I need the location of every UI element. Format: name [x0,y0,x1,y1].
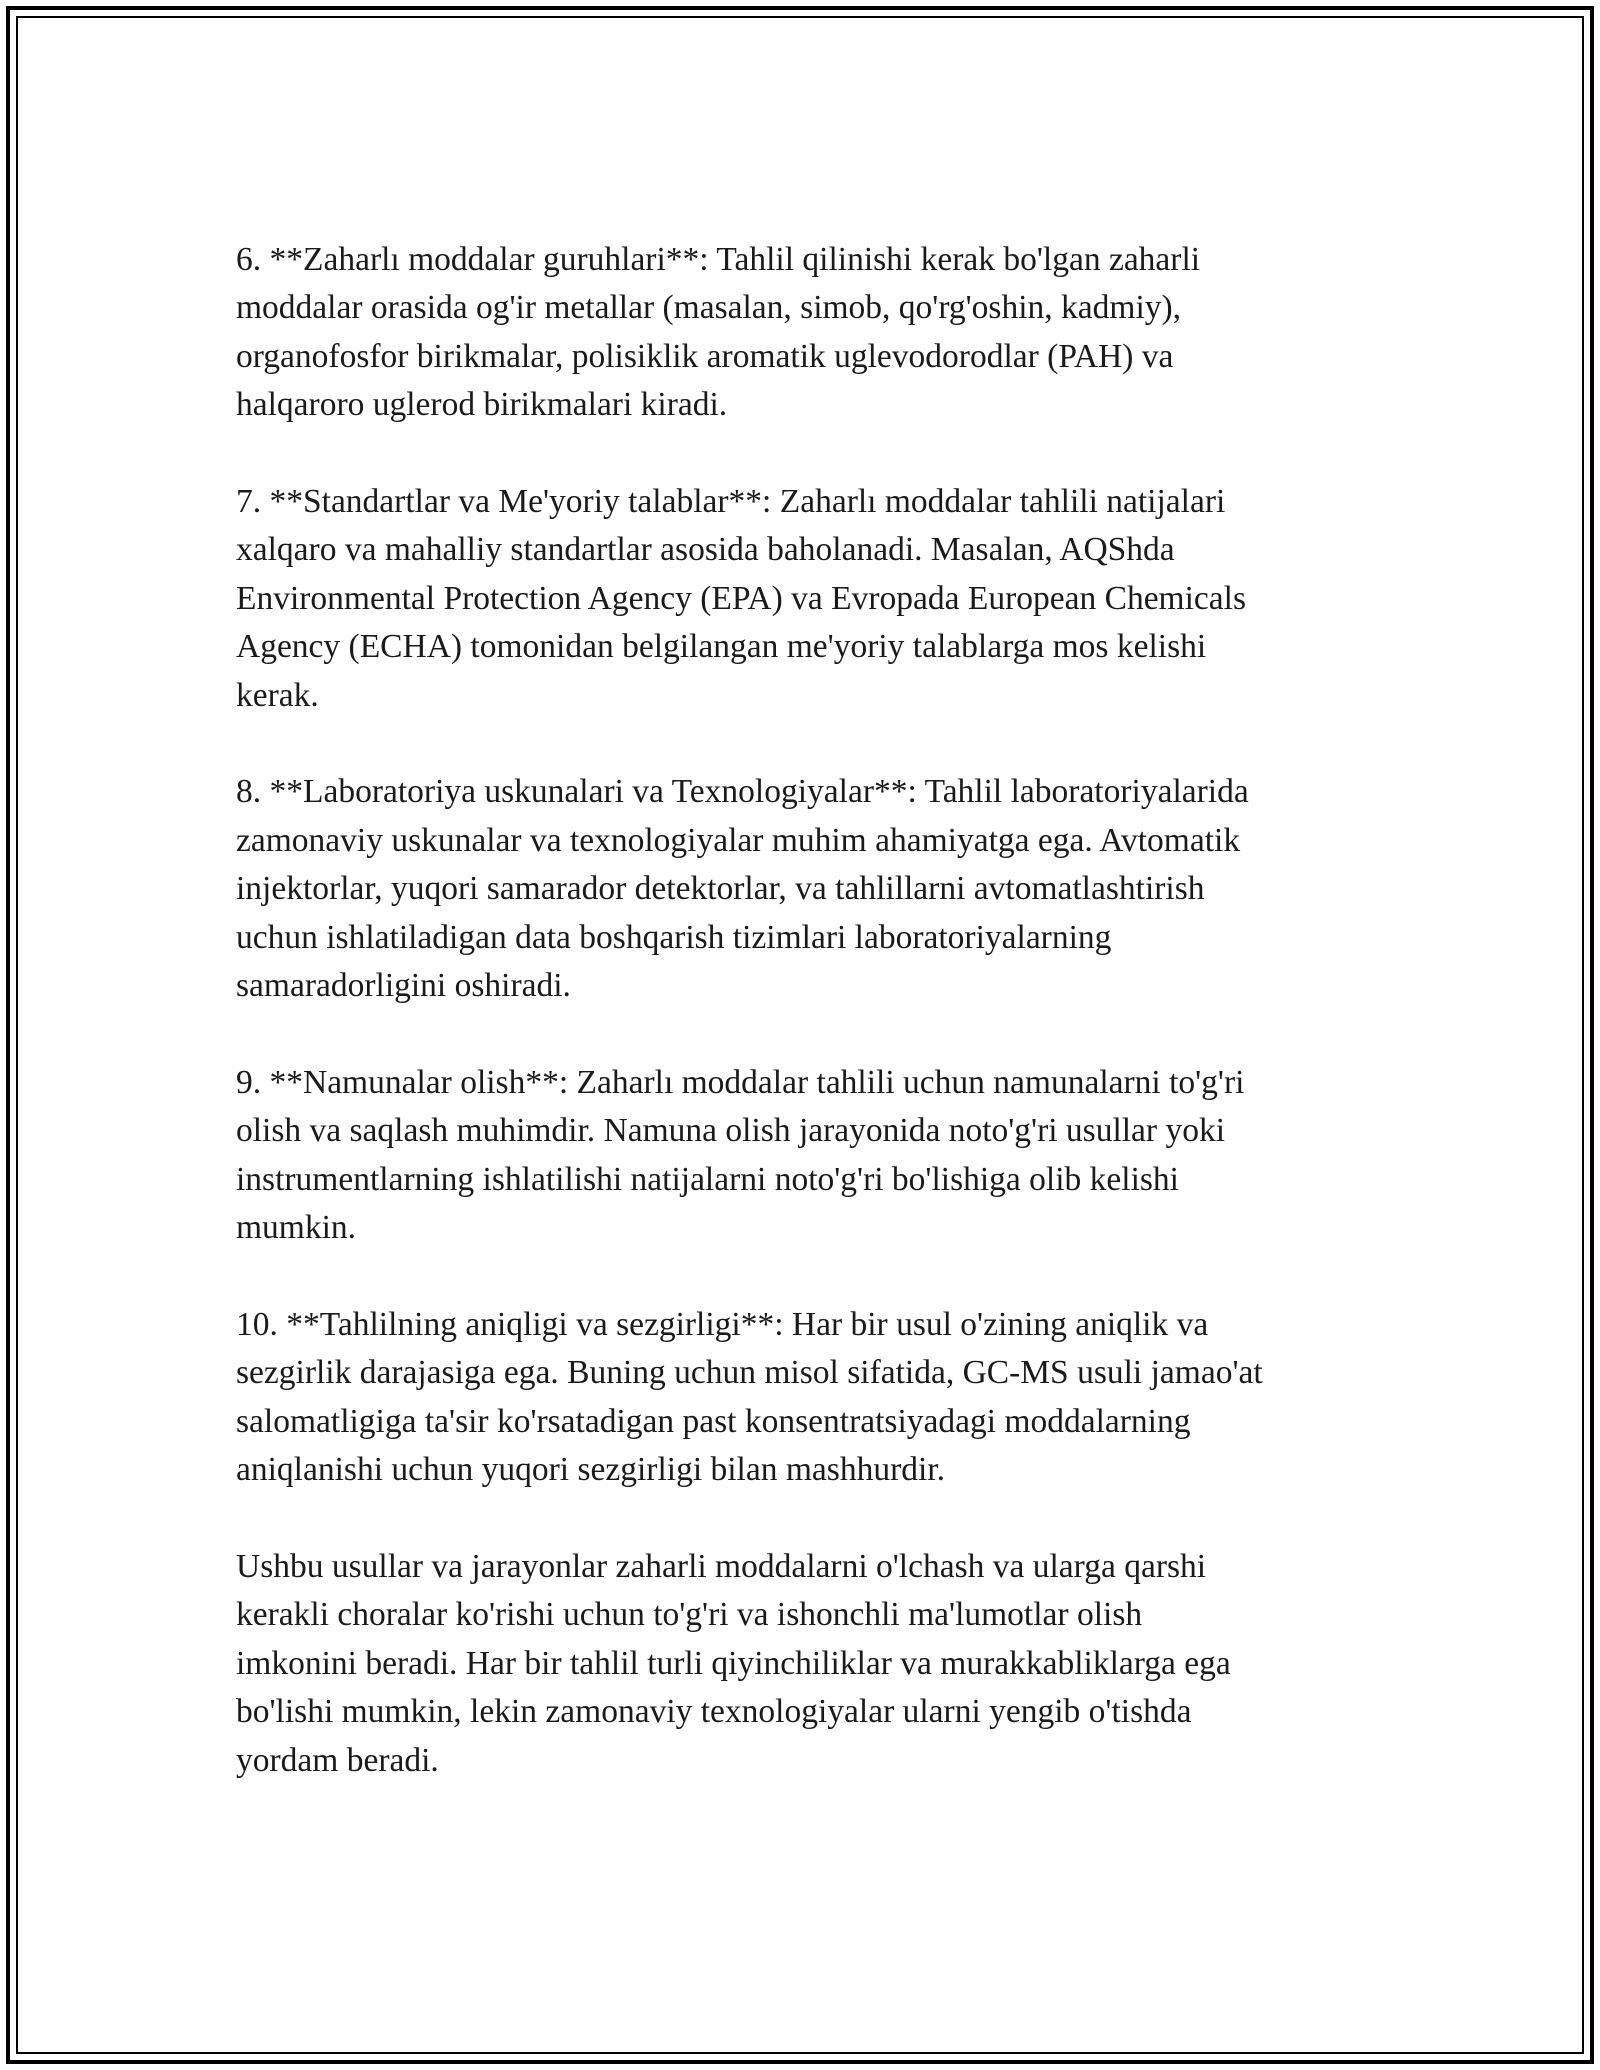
document-body [236,236,1376,1833]
paragraph-item-9: 9. **Namunalar olish**: Zaharlı moddalar tahlili uchun namunalarni to'g'ri olish va saqlash muhimdir. Namuna olish jarayonida noto'g'ri usullar yoki instrumentlarning ishlatilishi natijalarni noto'g'ri bo'lishiga olib kelishi mumkin. [236,1063,1245,1247]
paragraph-item-8: 8. **Laboratoriya uskunalari va Texnologiyalar**: Tahlil laboratoriyalarida zamonaviy uskunalar va texnologiyalar muhim ahamiyatga ega. Avtomatik injektorlar, yuqori samarador detektorlar, va tahlillarni avtomatlashtirish uchun ishlatiladigan data boshqarish tizimlari laboratoriyalarning samaradorligini oshiradi. [236,773,1249,1005]
paragraph-item-6: 6. **Zaharlı moddalar guruhlari**: Tahlil qilinishi kerak bo'lgan zaharli moddalar orasida og'ir metallar (masalan, simob, qo'rg'oshin, kadmiy), organofosfor birikmalar, polisiklik aromatik uglevodorodlar (PAH) va halqaroro uglerod birikmalari kiradi. [236,241,1201,424]
paragraph-item-10: 10. **Tahlilning aniqligi va sezgirligi**: Har bir usul o'zining aniqlik va sezgirlik darajasiga ega. Buning uchun misol sifatida, GC-MS usuli jamao'at salomatligiga ta'sir ko'rsatadigan past konsentratsiyadagi moddalarning aniqlanishi uchun yuqori sezgirligi bilan mashhurdir. [236,1305,1263,1489]
paragraph-item-7: 7. **Standartlar va Me'yoriy talablar**: Zaharlı moddalar tahlili natijalari xalqaro va mahalliy standartlar asosida baholanadi. Masalan, AQShda Environmental Protection Agency (EPA) va Evropada European Chemicals Agency (ECHA) tomonidan belgilangan me'yoriy talablarga mos kelishi kerak. [236,483,1247,714]
paragraph-conclusion: Ushbu usullar va jarayonlar zaharli moddalarni o'lchash va ularga qarshi kerakli choralar ko'rishi uchun to'g'ri va ishonchli ma'lumotlar olish imkonini beradi. Har bir tahlil turli qiyinchiliklar va murakkabliklarga ega bo'lishi mumkin, lekin zamonaviy texnologiyalar ularni yengib o'tishda yordam beradi. [236,1547,1231,1779]
